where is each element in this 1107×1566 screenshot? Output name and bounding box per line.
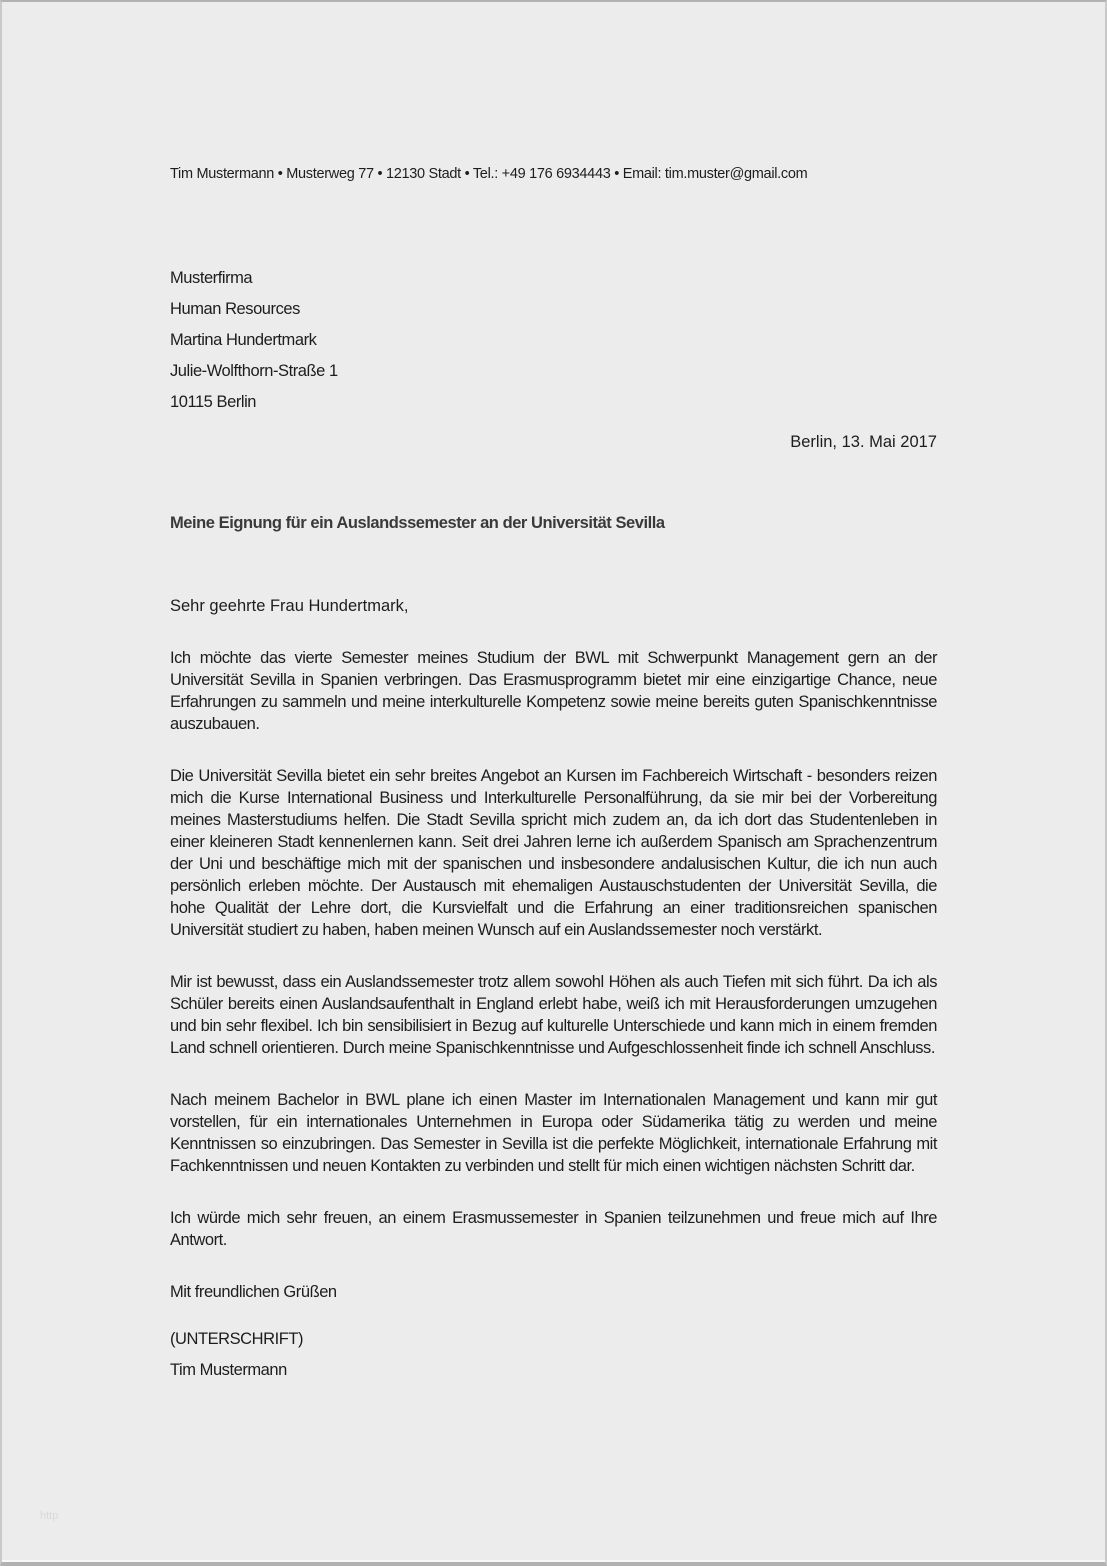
sender-contact-line: Tim Mustermann • Musterweg 77 • 12130 Stadt • Tel.: +49 176 6934443 • Email: tim.muster@gmail.com [170, 166, 808, 182]
recipient-line-city: 10115 Berlin [170, 393, 257, 411]
salutation: Sehr geehrte Frau Hundertmark, [170, 597, 409, 615]
body-paragraph-university: Die Universität Sevilla bietet ein sehr breites Angebot an Kursen im Fachbereich Wirtschaft - besonders reizen mich die Kurse International Business und Interkulturelle Personalführung, da sie mir bei der Vorbereitung meines Masterstudiums helfen. Die Stadt Sevilla spricht mich zudem an, da ich dort das Studentenleben in einer kleineren Stadt kennenlernen kann. Seit drei Jahren lerne ich außerdem Spanisch am Sprachenzentrum der Uni und beschäftige mich mit der spanischen und insbesondere andalusischen Kultur, die ich nun auch persönlich erleben möchte. Der Austausch mit ehemaligen Austauschstudenten der Universität Sevilla, die hohe Qualität der Lehre dort, die Kursvielfalt und die Erfahrung an einer traditionsreichen spanischen Universität studiert zu haben, haben meinen Wunsch auf ein Auslandssemester noch verstärkt. [170, 767, 937, 939]
body-paragraph-experience: Mir ist bewusst, dass ein Auslandssemester trotz allem sowohl Höhen als auch Tiefen mit sich führt. Da ich als Schüler bereits einen Auslandsaufenthalt in England erlebt habe, weiß ich mit Herausforderungen umzugehen und bin sehr flexibel. Ich bin sensibilisiert in Bezug auf kulturelle Unterschiede und kann mich in einem fremden Land schnell orientieren. Durch meine Spanischkenntnisse und Aufgeschlossenheit finde ich schnell Anschluss. [170, 973, 937, 1057]
recipient-address-block [170, 267, 937, 413]
body-paragraph-conclusion: Ich würde mich sehr freuen, an einem Erasmussemester in Spanien teilzunehmen und freue mich auf Ihre Antwort. [170, 1209, 937, 1249]
watermark-text: http [40, 1510, 59, 1522]
recipient-line-company: Musterfirma [170, 269, 253, 287]
body-paragraph-future-plans: Nach meinem Bachelor in BWL plane ich einen Master im Internationalen Management und kann mir gut vorstellen, für ein internationales Unternehmen in Europa oder Südamerika tätig zu werden und meine Kenntnissen so einzubringen. Das Semester in Sevilla ist die perfekte Möglichkeit, internationale Erfahrung mit Fachkenntnissen und neuen Kontakten zu verbinden und stellt für mich einen wichtigen nächsten Schritt dar. [170, 1091, 937, 1175]
recipient-line-street: Julie-Wolfthorn-Straße 1 [170, 362, 338, 380]
closing: Mit freundlichen Grüßen [170, 1283, 337, 1301]
letter-content [170, 2, 937, 1381]
signature-name: Tim Mustermann [170, 1361, 287, 1379]
recipient-line-contact-person: Martina Hundertmark [170, 331, 317, 349]
recipient-line-department: Human Resources [170, 300, 300, 318]
body-paragraph-motivation: Ich möchte das vierte Semester meines Studium der BWL mit Schwerpunkt Management gern an der Universität Sevilla in Spanien verbringen. Das Erasmusprogramm bietet mir eine einzigartige Chance, neue Erfahrungen zu sammeln und meine interkulturelle Kompetenz sowie meine bereits guten Spanischkenntnisse auszubauen. [170, 649, 937, 733]
date-line: Berlin, 13. Mai 2017 [790, 433, 937, 451]
signature-placeholder: (UNTERSCHRIFT) [170, 1330, 304, 1348]
subject-line: Meine Eignung für ein Auslandssemester an der Universität Sevilla [170, 514, 665, 532]
